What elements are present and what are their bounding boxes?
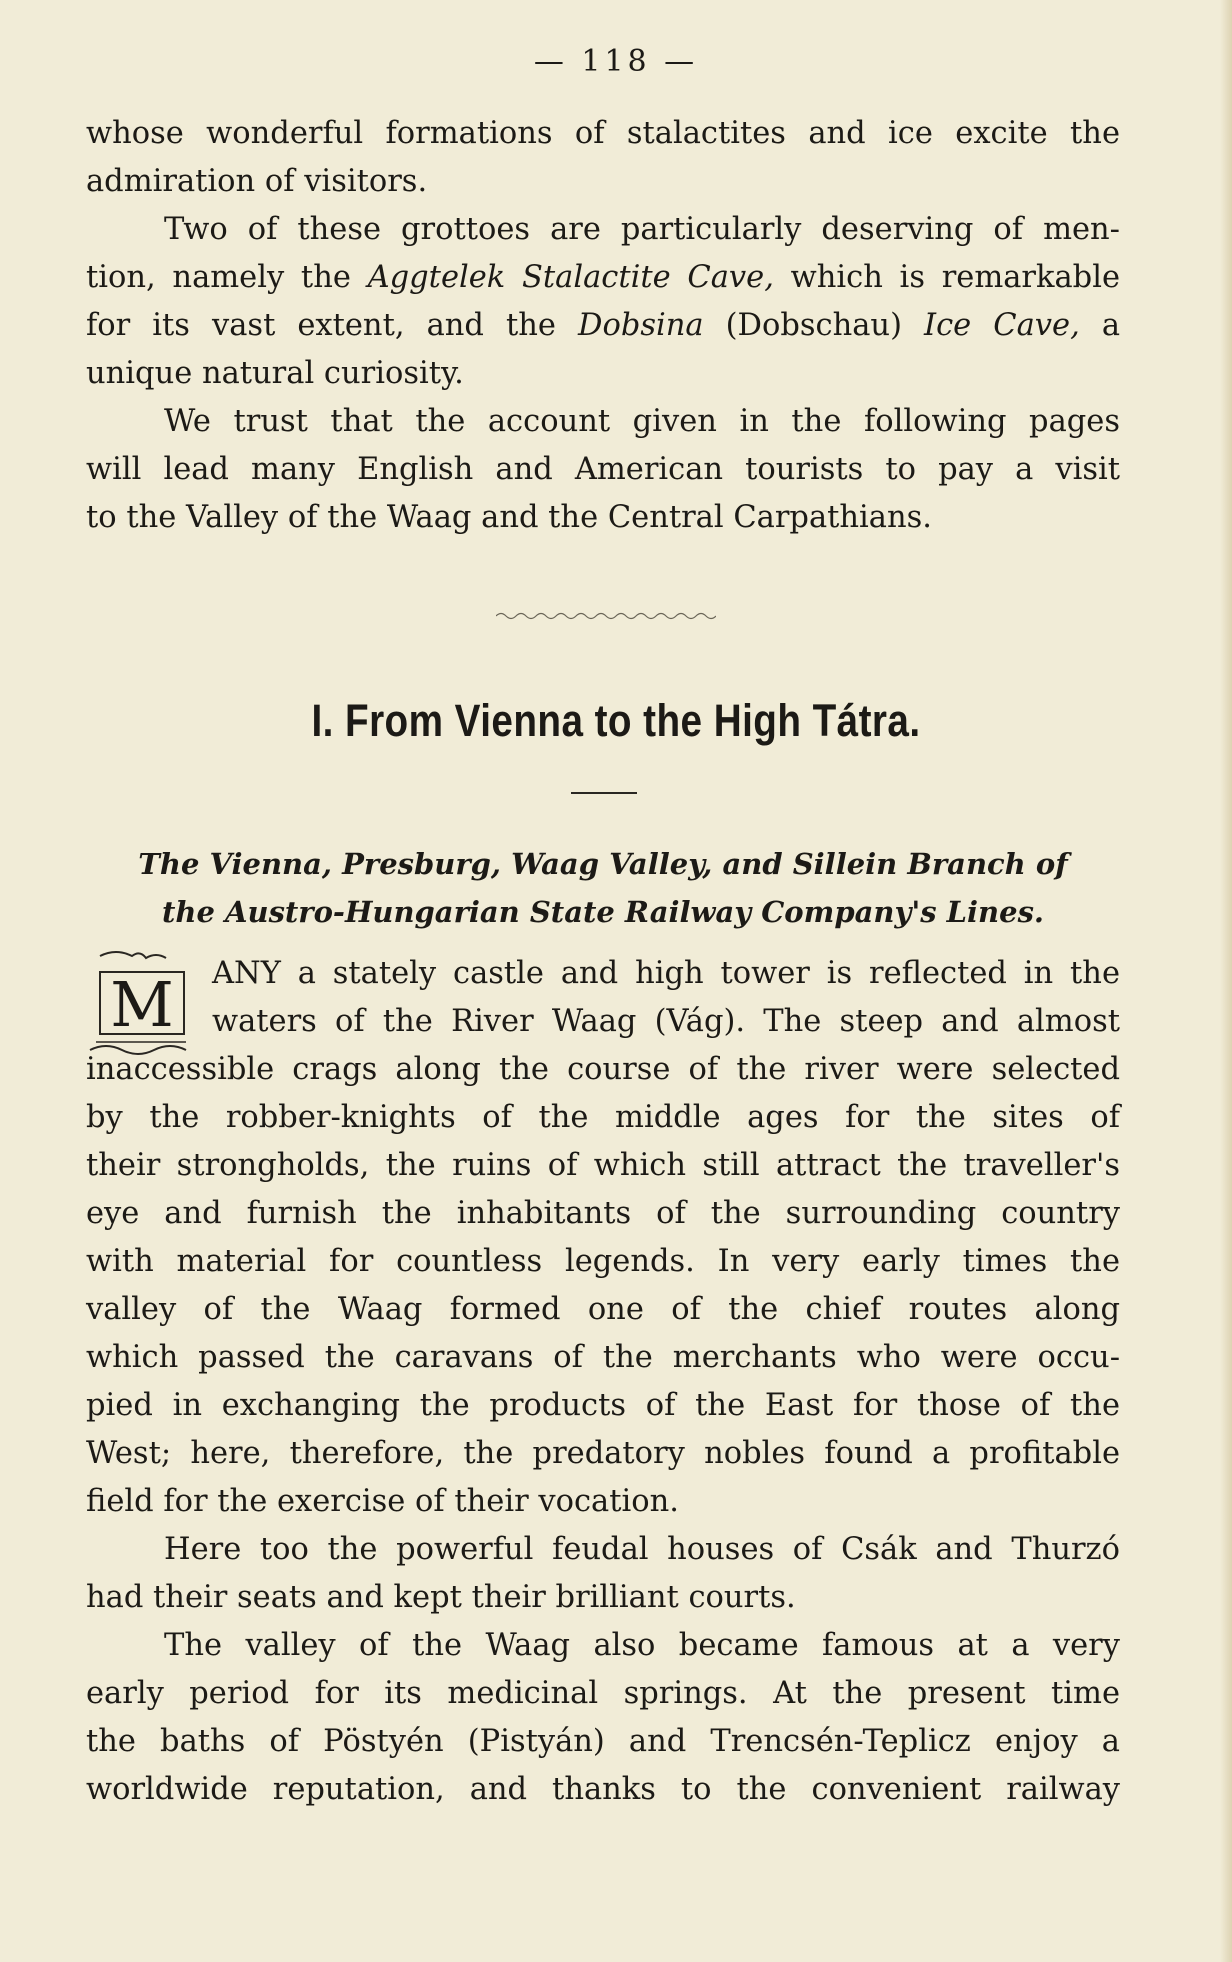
text-line: waters of the River Waag (Vág). The steep and almost bbox=[212, 1004, 1120, 1039]
text-line: early period for its medicinal springs. At the present time bbox=[86, 1676, 1120, 1711]
chapter-body bbox=[86, 950, 1120, 1814]
text-line: by the robber-knights of the middle ages for the sites of bbox=[86, 1100, 1120, 1135]
intro-text bbox=[86, 110, 1120, 542]
cave-name: Dobsina bbox=[578, 308, 704, 343]
text-line: We trust that the account given in the following pages bbox=[164, 404, 1120, 439]
text-line: worldwide reputation, and thanks to the convenient railway bbox=[86, 1772, 1120, 1807]
text-line: which passed the caravans of the merchants who were occu- bbox=[86, 1340, 1120, 1375]
text-line: admiration of visitors. bbox=[86, 164, 428, 199]
text-line: pied in exchanging the products of the East for those of the bbox=[86, 1388, 1120, 1423]
text-line: for its vast extent, and the Dobsina (Dobschau) Ice Cave, a bbox=[86, 308, 1121, 343]
text-line: ANY a stately castle and high tower is reflected in the bbox=[212, 956, 1120, 991]
text-line: unique natural curiosity. bbox=[86, 356, 464, 391]
chapter-heading: I. From Vienna to the High Tátra. bbox=[311, 695, 921, 746]
text-line: field for the exercise of their vocation. bbox=[86, 1484, 679, 1519]
text-line: West; here, therefore, the predatory nobles found a profitable bbox=[86, 1436, 1120, 1471]
text-line: their strongholds, the ruins of which still attract the traveller's bbox=[86, 1148, 1120, 1183]
text-line: Here too the powerful feudal houses of Csák and Thurzó bbox=[164, 1532, 1120, 1567]
text-line: with material for countless legends. In very early times the bbox=[86, 1244, 1120, 1279]
text-line: tion, namely the Aggtelek Stalactite Cave, which is remarkable bbox=[86, 260, 1120, 295]
text-line: inaccessible crags along the course of the river were selected bbox=[86, 1052, 1120, 1087]
heading-divider bbox=[571, 792, 637, 794]
chapter-subtitle bbox=[86, 840, 1120, 936]
wavy-ornament-rule bbox=[496, 610, 716, 622]
subtitle-line: The Vienna, Presburg, Waag Valley, and Sillein Branch of bbox=[138, 847, 1068, 881]
initial-letter: M bbox=[110, 968, 174, 1041]
text-line: will lead many English and American tourists to pay a visit bbox=[86, 452, 1120, 487]
text-line: to the Valley of the Waag and the Central Carpathians. bbox=[86, 500, 932, 535]
text-line: The valley of the Waag also became famous at a very bbox=[164, 1628, 1120, 1663]
text-line: whose wonderful formations of stalactites and ice excite the bbox=[86, 116, 1120, 151]
text-line: the baths of Pöstyén (Pistyán) and Trencsén-Teplicz enjoy a bbox=[86, 1724, 1120, 1759]
page-number: — 118 — bbox=[533, 44, 699, 79]
text-line: Two of these grottoes are particularly deserving of men- bbox=[164, 212, 1120, 247]
cave-name: Aggtelek Stalactite Cave, bbox=[367, 260, 774, 295]
text-line: valley of the Waag formed one of the chief routes along bbox=[86, 1292, 1120, 1327]
subtitle-line: the Austro-Hungarian State Railway Company's Lines. bbox=[161, 895, 1045, 929]
cave-name: Ice Cave, bbox=[924, 308, 1080, 343]
page-spine-shadow bbox=[1220, 0, 1232, 1962]
text-line: eye and furnish the inhabitants of the surrounding country bbox=[86, 1196, 1120, 1231]
text-line: had their seats and kept their brilliant courts. bbox=[86, 1580, 796, 1615]
decorated-initial bbox=[86, 950, 198, 1062]
